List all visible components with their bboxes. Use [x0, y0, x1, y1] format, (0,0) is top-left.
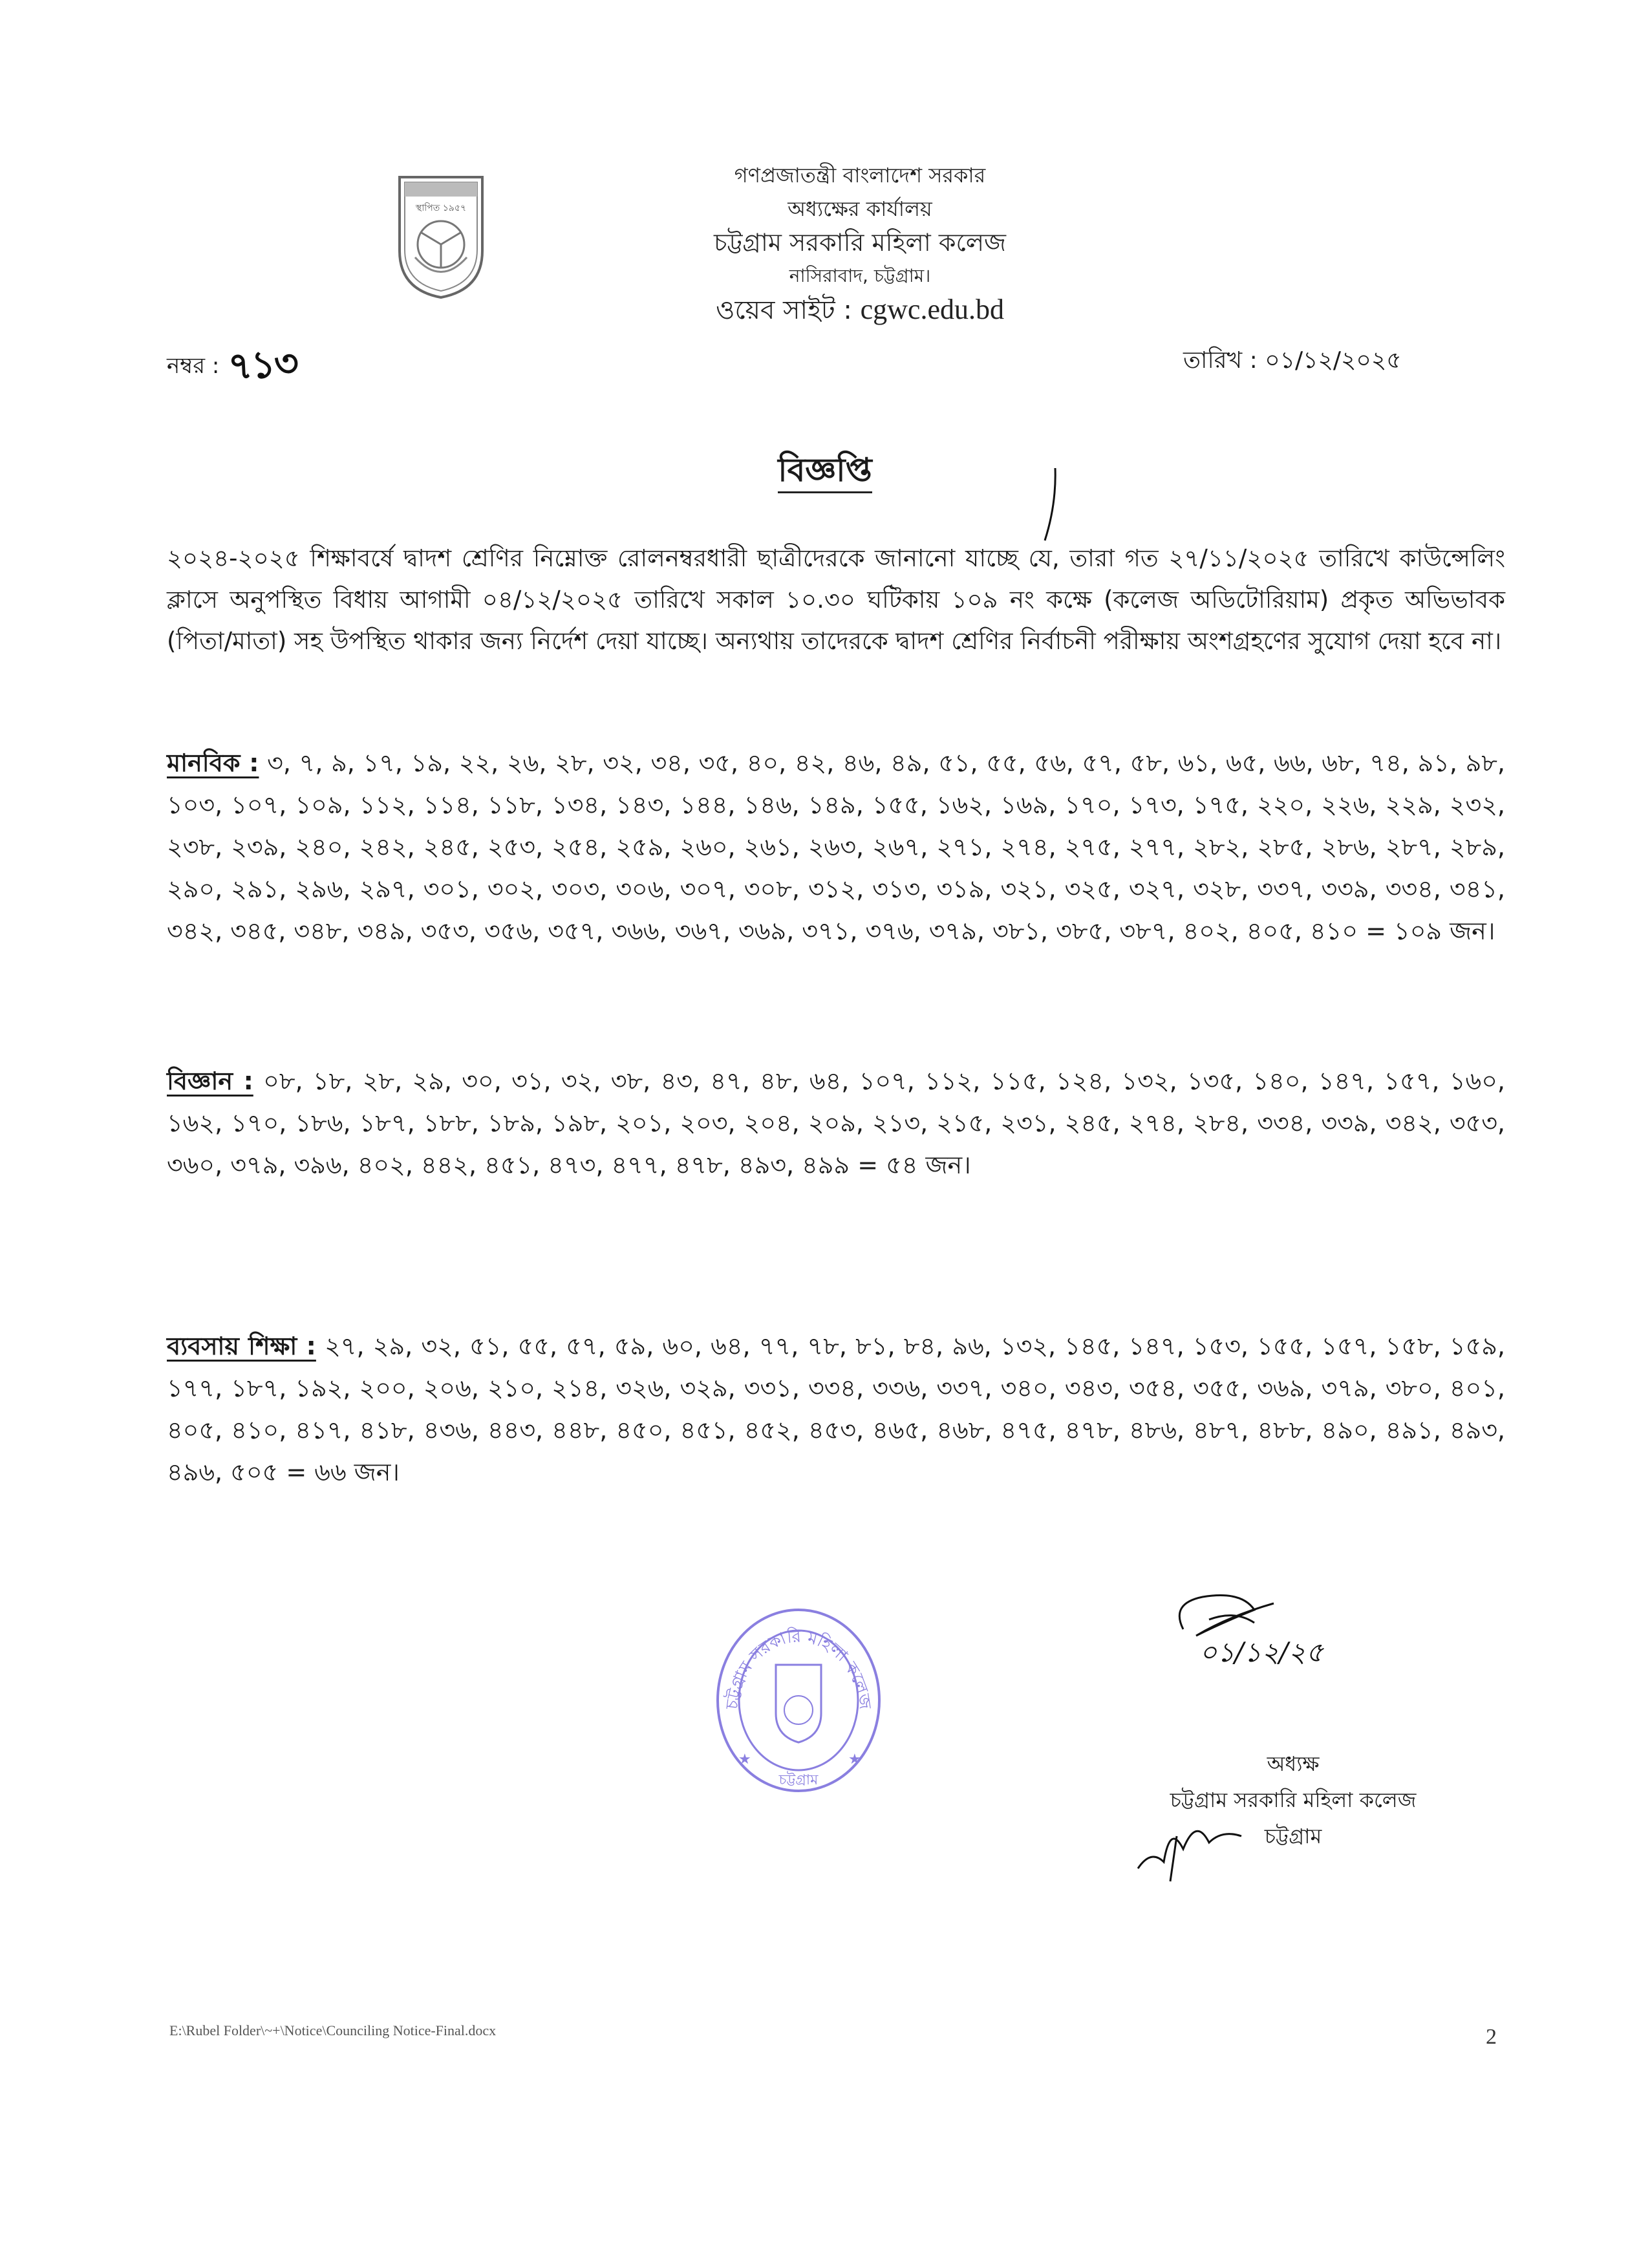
group-total: = ৫৪ জন।	[857, 1151, 971, 1179]
date-label: তারিখ :	[1183, 347, 1258, 374]
seal-star-icon: ★	[738, 1751, 751, 1768]
college-name: চট্টগ্রাম সরকারি মহিলা কলেজ	[713, 228, 1007, 257]
svg-text:স্থাপিত ১৯৫৭: স্থাপিত ১৯৫৭	[415, 203, 467, 213]
college-logo	[396, 173, 486, 300]
second-signature	[1131, 1810, 1248, 1888]
page-number: 2	[1486, 2025, 1497, 2049]
seal-ring-text: চট্টগ্রাম সরকারি মহিলা কলেজ	[722, 1627, 875, 1711]
roll-group-humanities	[167, 742, 1505, 952]
group-total: = ১০৯ জন।	[1366, 917, 1495, 945]
notice-body: ২০২৪-২০২৫ শিক্ষাবর্ষে দ্বাদশ শ্রেণির নিম্নোক্ত রোলনম্বরধারী ছাত্রীদেরকে জানানো যাচ্ছে যে, তারা গত ২৭/১১/২০২৫ তারিখে কাউন্সেলিং ক্লাসে অনুপস্থিত বিধায় আগামী ০৪/১২/২০২৫ তারিখে সকাল ১০.৩০ ঘটিকায় ১০৯ নং কক্ষে (কলেজ অডিটোরিয়াম) প্রকৃত অভিভাবক (পিতা/মাতা) সহ উপস্থিত থাকার জন্য নির্দেশ দেয়া যাচ্ছে। অন্যথায় তাদেরকে দ্বাদশ শ্রেণির নির্বাচনী পরীক্ষায় অংশগ্রহণের সুযোগ দেয়া হবে না।	[167, 544, 1505, 655]
group-label: বিজ্ঞান :	[167, 1067, 253, 1095]
roll-list: ২৭, ২৯, ৩২, ৫১, ৫৫, ৫৭, ৫৯, ৬০, ৬৪, ৭৭, ৭৮, ৮১, ৮৪, ৯৬, ১৩২, ১৪৫, ১৪৭, ১৫৩, ১৫৫, ১৫৭, ১৫৮, ১৫৯, ১৭৭, ১৮৭, ১৯২, ২০০, ২০৬, ২১০, ২১৪, ৩২৬, ৩২৯, ৩৩১, ৩৩৪, ৩৩৬, ৩৩৭, ৩৪০, ৩৪৩, ৩৫৪, ৩৫৫, ৩৬৯, ৩৭৯, ৩৮০, ৪০১, ৪০৫, ৪১০, ৪১৭, ৪১৮, ৪৩৬, ৪৪৩, ৪৪৮, ৪৫০, ৪৫১, ৪৫২, ৪৫৩, ৪৬৫, ৪৬৮, ৪৭৫, ৪৭৮, ৪৮৬, ৪৮৭, ৪৮৮, ৪৯০, ৪৯১, ৪৯৩, ৪৯৬, ৫০৫	[167, 1332, 1505, 1486]
group-label: ব্যবসায় শিক্ষা :	[167, 1332, 316, 1360]
roll-group-science	[167, 1060, 1505, 1186]
signatory-city: চট্টগ্রাম	[1264, 1824, 1322, 1848]
pen-mark	[1041, 465, 1060, 543]
roll-list: ৩, ৭, ৯, ১৭, ১৯, ২২, ২৬, ২৮, ৩২, ৩৪, ৩৫, ৪০, ৪২, ৪৬, ৪৯, ৫১, ৫৫, ৫৬, ৫৭, ৫৮, ৬১, ৬৫, ৬৬, ৬৮, ৭৪, ৯১, ৯৮, ১০৩, ১০৭, ১০৯, ১১২, ১১৪, ১১৮, ১৩৪, ১৪৩, ১৪৪, ১৪৬, ১৪৯, ১৫৫, ১৬২, ১৬৯, ১৭০, ১৭৩, ১৭৫, ২২০, ২২৬, ২২৯, ২৩২, ২৩৮, ২৩৯, ২৪০, ২৪২, ২৪৫, ২৫৩, ২৫৪, ২৫৯, ২৬০, ২৬১, ২৬৩, ২৬৭, ২৭১, ২৭৪, ২৭৫, ২৭৭, ২৮২, ২৮৫, ২৮৬, ২৮৭, ২৮৯, ২৯০, ২৯১, ২৯৬, ২৯৭, ৩০১, ৩০২, ৩০৩, ৩০৬, ৩০৭, ৩০৮, ৩১২, ৩১৩, ৩১৯, ৩২১, ৩২৫, ৩২৭, ৩২৮, ৩৩৭, ৩৩৯, ৩৩৪, ৩৪১, ৩৪২, ৩৪৫, ৩৪৮, ৩৪৯, ৩৫৩, ৩৫৬, ৩৫৭, ৩৬৬, ৩৬৭, ৩৬৯, ৩৭১, ৩৭৬, ৩৭৯, ৩৮১, ৩৮৫, ৩৮৭, ৪০২, ৪০৫, ৪১০	[167, 749, 1505, 945]
seal-star-icon: ★	[848, 1751, 861, 1768]
signatory-institution: চট্টগ্রাম সরকারি মহিলা কলেজ	[1170, 1788, 1417, 1812]
official-seal	[711, 1603, 886, 1797]
notice-date	[1183, 343, 1402, 381]
notice-title-text: বিজ্ঞপ্তি	[778, 451, 872, 493]
signature-date: ০১/১২/২৫	[1199, 1636, 1323, 1668]
signatory-designation: অধ্যক্ষ	[1267, 1751, 1320, 1776]
roll-list: ০৮, ১৮, ২৮, ২৯, ৩০, ৩১, ৩২, ৩৮, ৪৩, ৪৭, ৪৮, ৬৪, ১০৭, ১১২, ১১৫, ১২৪, ১৩২, ১৩৫, ১৪০, ১৪৭, ১৫৭, ১৬০, ১৬২, ১৭০, ১৮৬, ১৮৭, ১৮৮, ১৮৯, ১৯৮, ২০১, ২০৩, ২০৪, ২০৯, ২১৩, ২১৫, ২৩১, ২৪৫, ২৭৪, ২৮৪, ৩৩৪, ৩৩৯, ৩৪২, ৩৫৩, ৩৬০, ৩৭৯, ৩৯৬, ৪০২, ৪৪২, ৪৫১, ৪৭৩, ৪৭৭, ৪৭৮, ৪৯৩, ৪৯৯	[167, 1067, 1505, 1179]
letterhead	[582, 158, 1138, 327]
seal-bottom-text: চট্টগ্রাম	[778, 1772, 819, 1788]
website-label: ওয়েব সাইট :	[716, 295, 852, 325]
website-line	[582, 293, 1138, 327]
college-address: নাসিরাবাদ, চট্টগ্রাম।	[789, 265, 931, 286]
reference-value: ৭১৩	[227, 341, 299, 389]
government-name: গণপ্রজাতন্ত্রী বাংলাদেশ সরকার	[734, 163, 986, 187]
date-value: ০১/১২/২০২৫	[1265, 347, 1402, 374]
group-total: = ৬৬ জন।	[286, 1458, 400, 1486]
notice-title	[0, 446, 1650, 500]
file-path: E:\Rubel Folder\~+\Notice\Counciling Notice-Final.docx	[169, 2022, 497, 2038]
reference-number	[167, 336, 297, 399]
group-label: মানবিক :	[167, 749, 259, 777]
website-url[interactable]: cgwc.edu.bd	[860, 294, 1004, 325]
roll-group-business	[167, 1325, 1505, 1493]
svg-text:চট্টগ্রাম সরকারি মহিলা কলেজ	[722, 1626, 875, 1711]
reference-label: নম্বর :	[167, 353, 220, 379]
office-name: অধ্যক্ষের কার্যালয়	[788, 197, 932, 221]
